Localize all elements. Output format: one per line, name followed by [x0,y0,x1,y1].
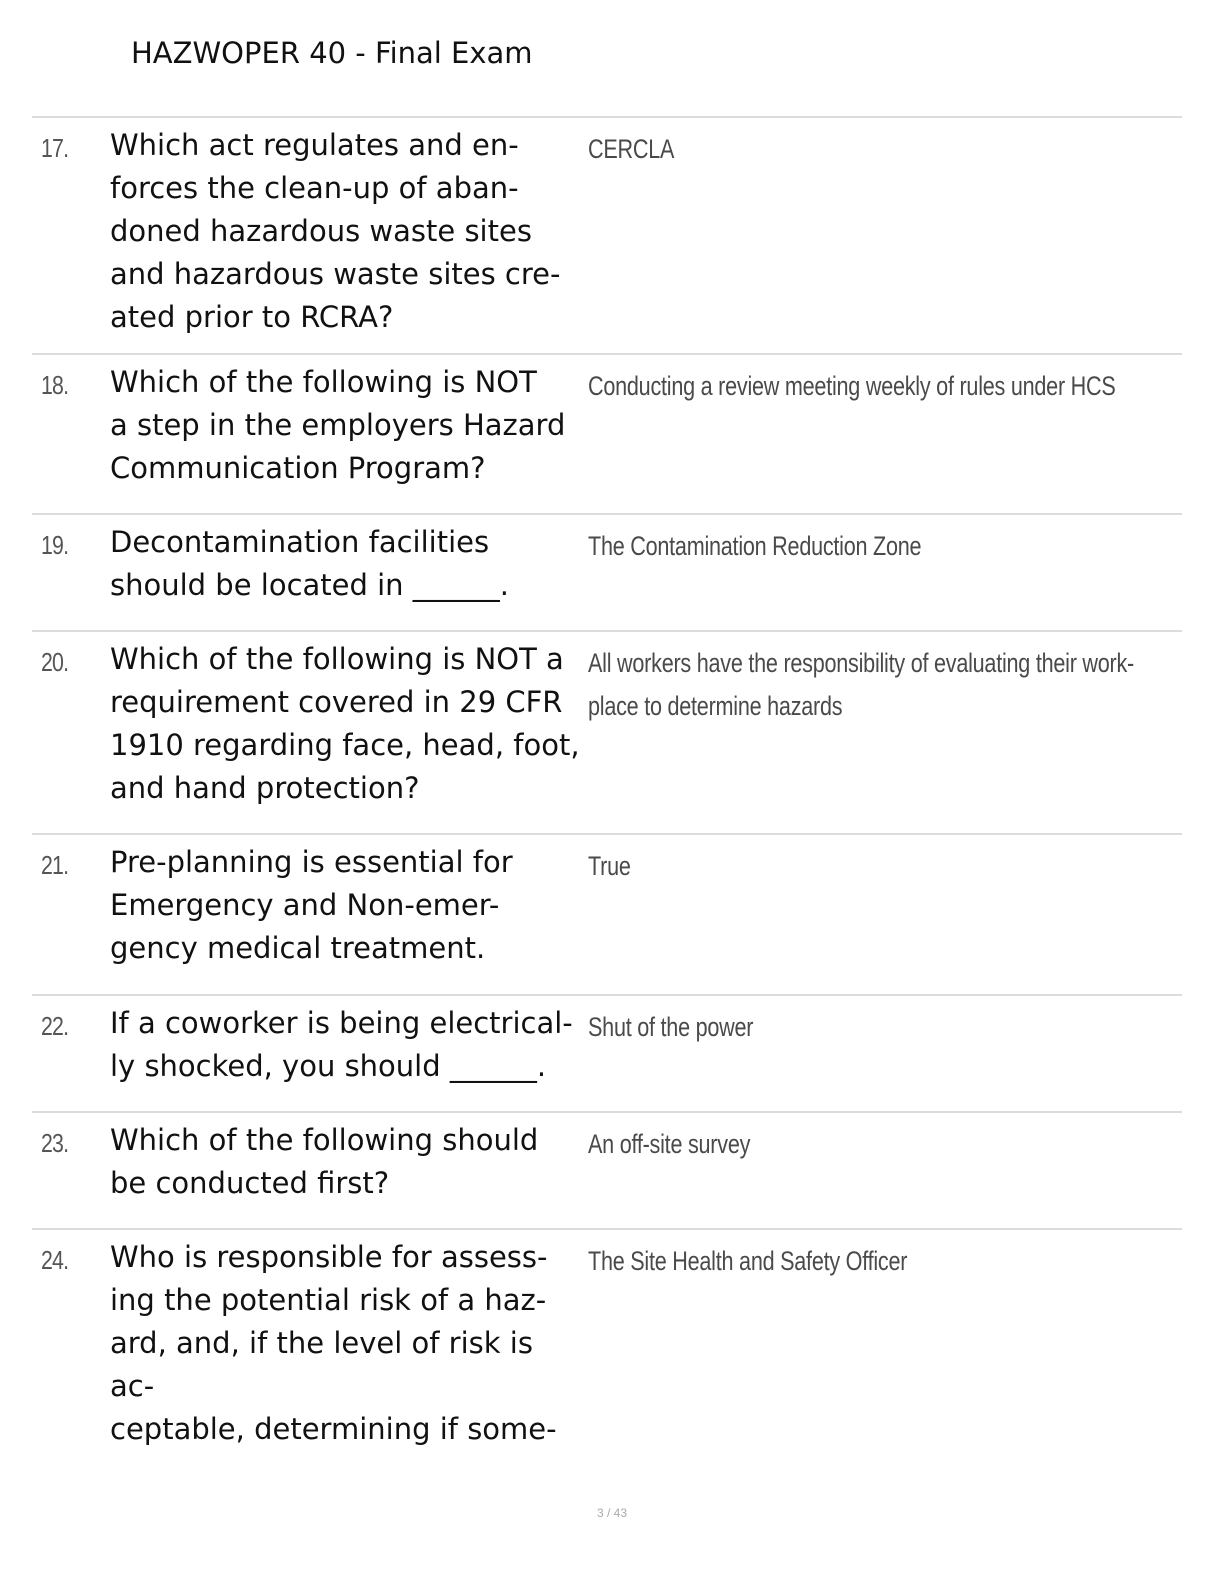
question-row [32,630,1182,833]
question-row [32,1228,1182,1446]
question-number: 24. [41,1245,69,1275]
question-number: 22. [41,1011,69,1041]
question-row [32,116,1182,353]
question-row [32,833,1182,994]
question-list [32,116,1182,1446]
question-number: 18. [41,370,69,400]
question-row [32,353,1182,513]
answer-text: The Site Health and Safety Officer [588,1246,908,1276]
question-text: Which of the following should be conducted first? [110,1123,539,1200]
document-title: HAZWOPER 40 - Final Exam [131,36,533,70]
answer-text: All workers have the responsibility of evaluating their work- place to determine hazards [588,648,1135,721]
question-text: If a coworker is being electrical- ly shocked, you should ______. [110,1006,573,1083]
question-row [32,513,1182,630]
question-number: 23. [41,1128,69,1158]
answer-text: Shut of the power [588,1012,754,1042]
question-text: Which act regulates and en- forces the clean-up of aban- doned hazardous waste sites and hazardous waste sites cre- ated prior to RCRA? [110,128,561,334]
answer-text: An off-site survey [588,1129,751,1159]
question-number: 19. [41,530,69,560]
page-number: 3 / 43 [596,1506,628,1520]
question-text: Which of the following is NOT a requirement covered in 29 CFR 1910 regarding face, head, foot, and hand protection? [110,642,580,805]
question-number: 20. [41,647,69,677]
answer-text: The Contamination Reduction Zone [588,531,922,561]
question-text: Pre-planning is essential for Emergency and Non-emer- gency medical treatment. [110,845,513,965]
question-text: Who is responsible for assess- ing the potential risk of a haz- ard, and, if the level of risk is ac- ceptable, determining if some- [110,1240,557,1446]
question-text: Decontamination facilities should be located in ______. [110,525,509,602]
answer-text: CERCLA [588,134,675,164]
question-number: 21. [41,850,69,880]
question-number: 17. [41,133,69,163]
question-row [32,1111,1182,1228]
question-row [32,994,1182,1111]
question-text: Which of the following is NOT a step in the employers Hazard Communication Program? [110,365,566,485]
answer-text: True [588,851,631,881]
answer-text: Conducting a review meeting weekly of rules under HCS [588,371,1116,401]
